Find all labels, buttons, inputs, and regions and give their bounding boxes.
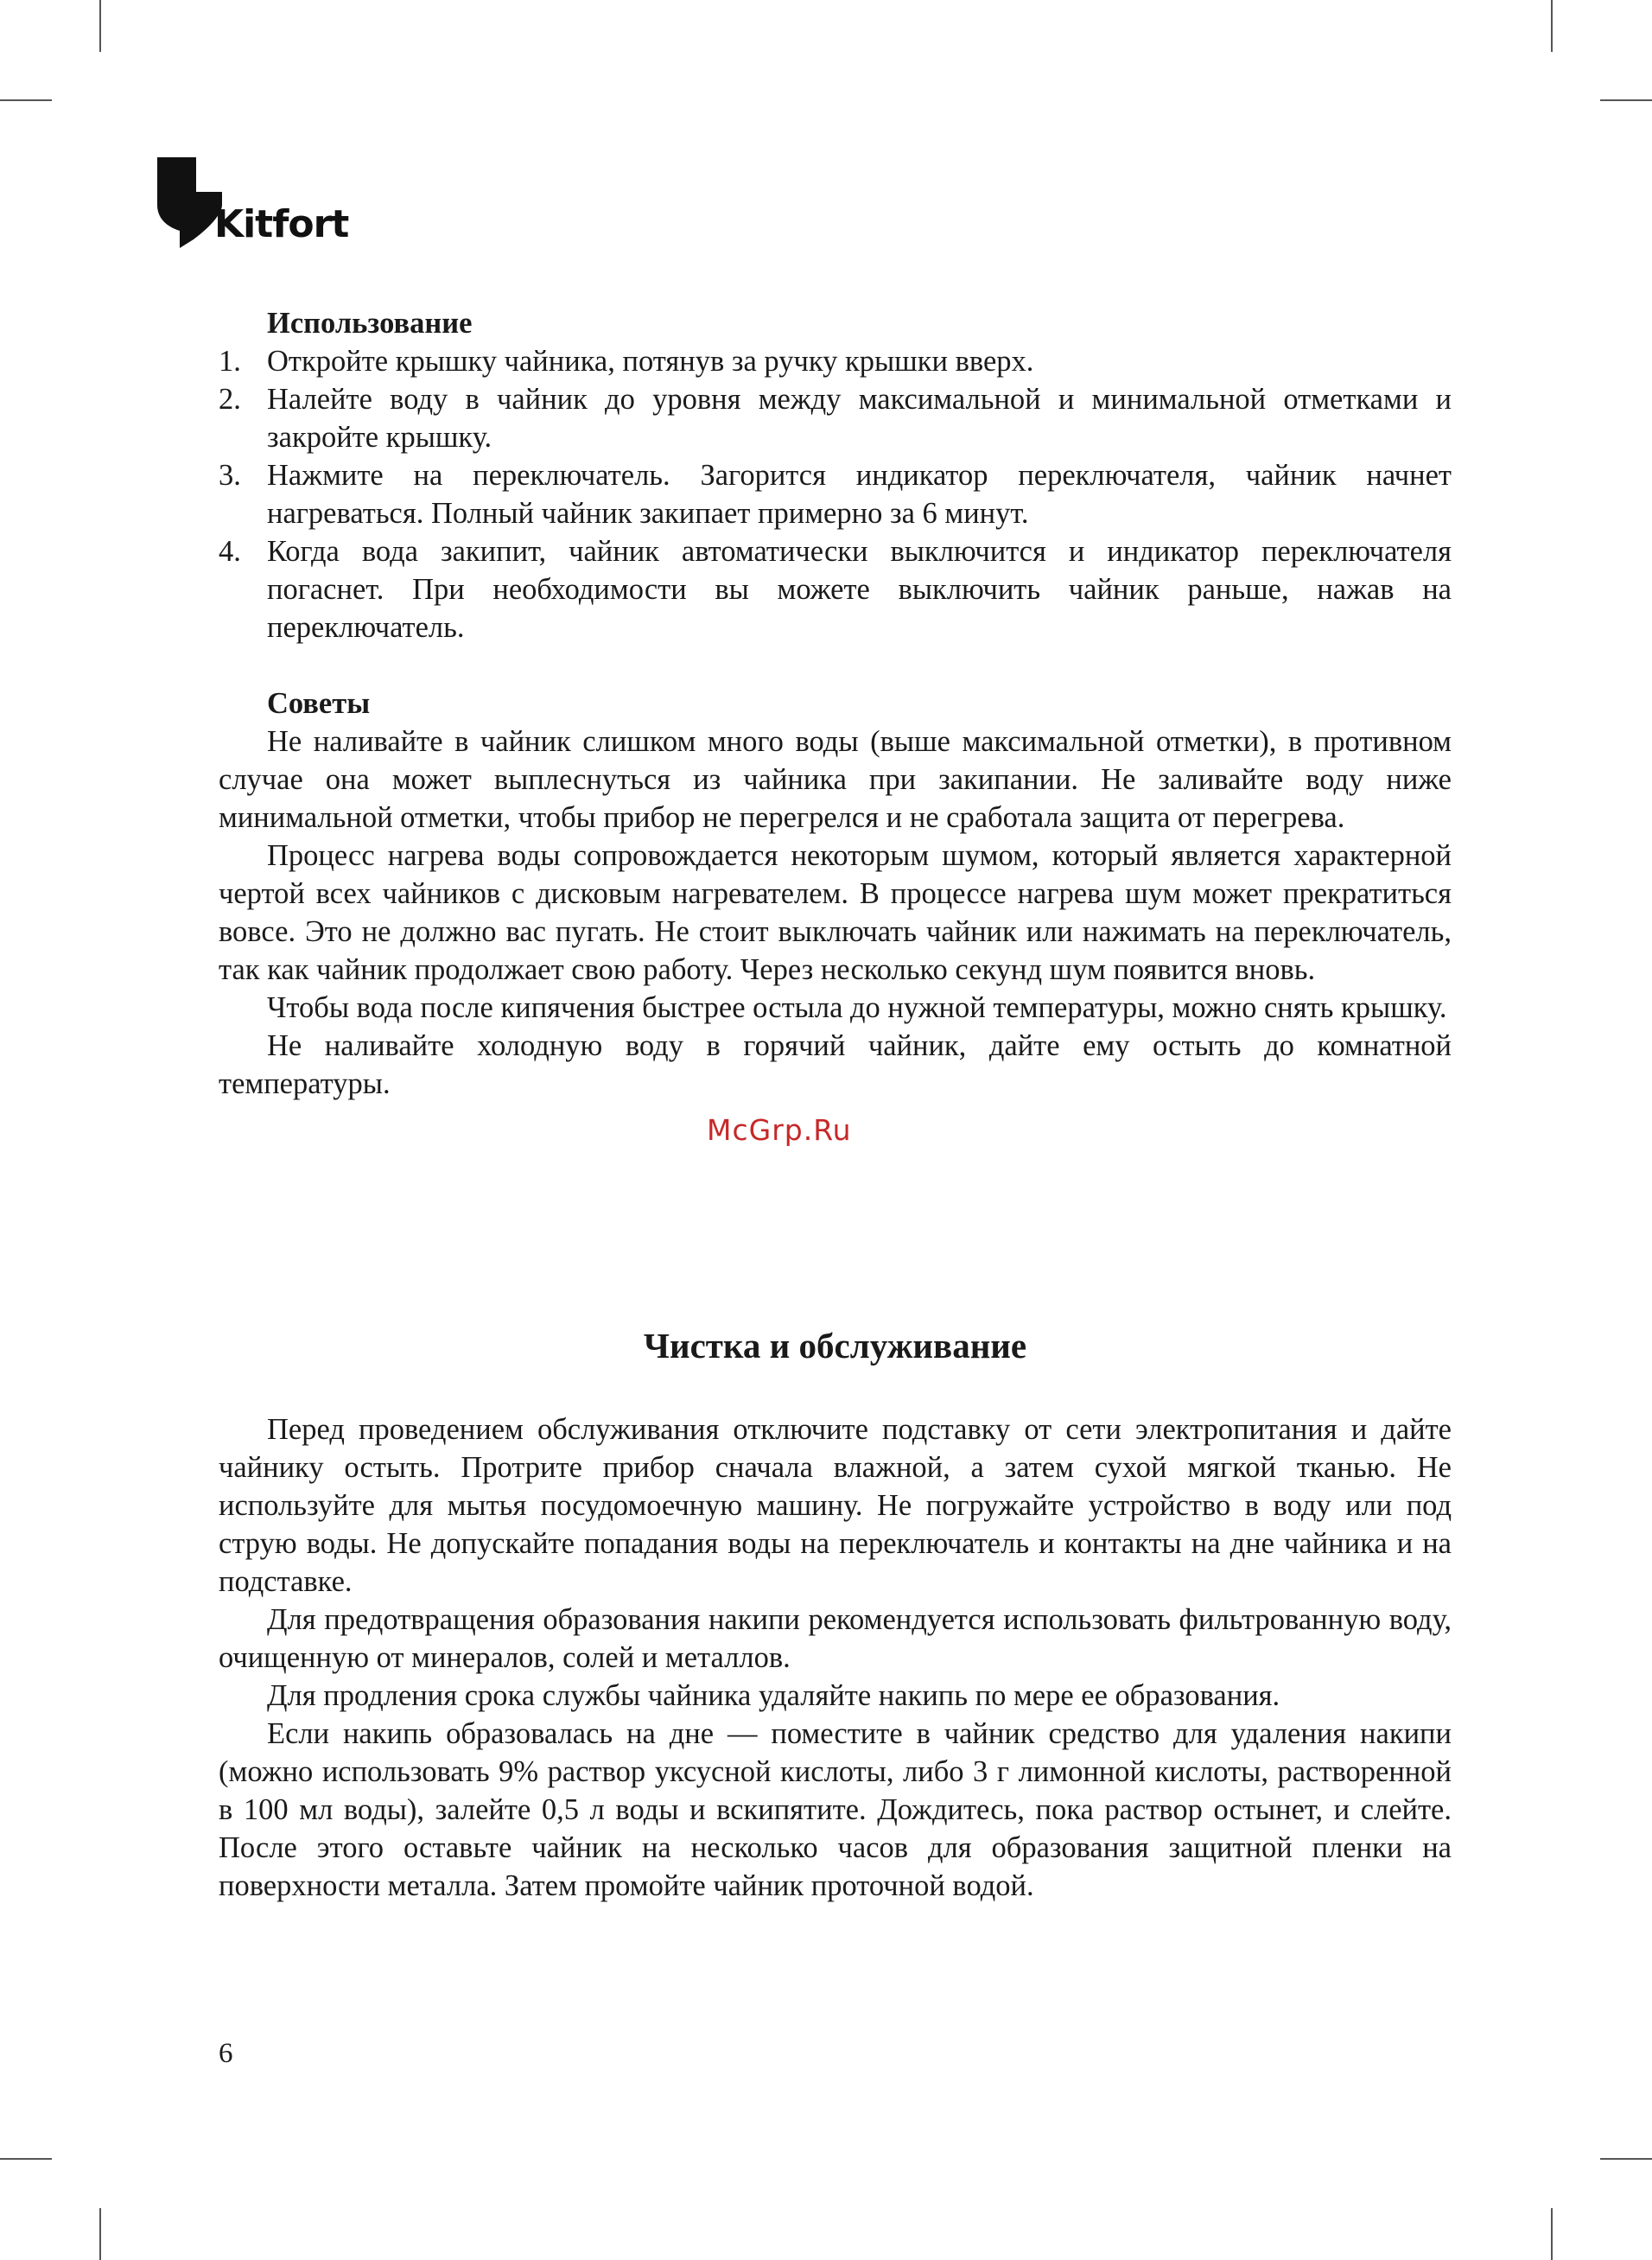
- crop-mark-bottom-right: [1551, 2208, 1553, 2260]
- cleaning-paragraph: Перед проведением обслуживания отключите подставку от сети электропитания и дайте чайнику остыть. Протрите прибор сначала влажной, а затем сухой мягкой тканью. Не используйте для мытья посудомоечную машину. Не погружайте устройство в воду или под струю воды. Не допускайте попадания воды на переключатель и контакты на дне чайника и на подставке.: [219, 1413, 1452, 1598]
- tips-paragraph: Процесс нагрева воды сопровождается некоторым шумом, который является характерной чертой всех чайников с дисковым нагревателем. В процессе нагрева шум может прекратиться вовсе. Это не должно вас пугать. Не стоит выключать чайник или нажимать на переключатель, так как чайник продолжает свою работу. Через несколько секунд шум появится вновь.: [219, 839, 1452, 986]
- kitfort-logo-text: Kitfort: [214, 202, 349, 246]
- step-text: Нажмите на переключатель. Загорится индикатор переключателя, чайник начнет нагреваться. Полный чайник закипает примерно за 6 минут.: [267, 459, 1452, 530]
- crop-mark-top-left-h: [0, 99, 52, 101]
- crop-mark-top-right-h: [1600, 99, 1652, 101]
- step-text: Налейте воду в чайник до уровня между максимальной и минимальной отметками и закройте крышку.: [267, 383, 1452, 454]
- tips-heading: Советы: [267, 687, 371, 720]
- usage-step: [219, 380, 1452, 456]
- step-text: Откройте крышку чайника, потянув за ручку крышки вверх.: [267, 345, 1034, 378]
- tips-section: [219, 684, 1452, 1103]
- step-number: 3.: [219, 459, 241, 492]
- step-number: 1.: [219, 345, 241, 378]
- cleaning-title: Чистка и обслуживание: [643, 1326, 1027, 1366]
- cleaning-paragraph: Для предотвращения образования накипи рекомендуется использовать фильтрованную воду, очищенную от минералов, солей и металлов.: [219, 1603, 1452, 1674]
- cleaning-section: [219, 1324, 1452, 1905]
- usage-heading: Использование: [267, 307, 473, 340]
- step-number: 2.: [219, 383, 241, 416]
- usage-step: [219, 456, 1452, 532]
- crop-mark-top-right: [1551, 0, 1553, 52]
- page-number: 6: [219, 2038, 233, 2069]
- step-number: 4.: [219, 535, 241, 568]
- cleaning-paragraph: Для продления срока службы чайника удаляйте накипь по мере ее образования.: [267, 1679, 1280, 1712]
- watermark-text: McGrp.Ru: [707, 1113, 852, 1147]
- tips-paragraph: Чтобы вода после кипячения быстрее остыла до нужной температуры, можно снять крышку.: [267, 991, 1447, 1024]
- tips-paragraph: Не наливайте в чайник слишком много воды (выше максимальной отметки), в противном случае она может выплеснуться из чайника при закипании. Не заливайте воду ниже минимальной отметки, чтобы прибор не перегрелся и не сработала защита от перегрева.: [219, 725, 1452, 834]
- kitfort-logo: [157, 157, 365, 252]
- usage-steps-list: [219, 342, 1452, 646]
- usage-step: [219, 532, 1452, 646]
- step-text: Когда вода закипит, чайник автоматически выключится и индикатор переключателя погаснет. При необходимости вы можете выключить чайник раньше, нажав на переключатель.: [267, 535, 1452, 644]
- tips-paragraph: Не наливайте холодную воду в горячий чайник, дайте ему остыть до комнатной температуры.: [219, 1029, 1452, 1100]
- crop-mark-top-left: [99, 0, 101, 52]
- usage-step: [219, 342, 1452, 380]
- cleaning-paragraph: Если накипь образовалась на дне — поместите в чайник средство для удаления накипи (можно использовать 9% раствор уксусной кислоты, либо 3 г лимонной кислоты, растворенной в 100 мл воды), залейте 0,5 л воды и вскипятите. Дождитесь, пока раствор остынет, и слейте. После этого оставьте чайник на несколько часов для образования защитной пленки на поверхности металла. Затем промойте чайник проточной водой.: [219, 1717, 1452, 1902]
- usage-section: [219, 304, 1452, 646]
- crop-mark-bottom-right-h: [1600, 2158, 1652, 2160]
- crop-mark-bottom-left-h: [0, 2158, 52, 2160]
- crop-mark-bottom-left: [99, 2208, 101, 2260]
